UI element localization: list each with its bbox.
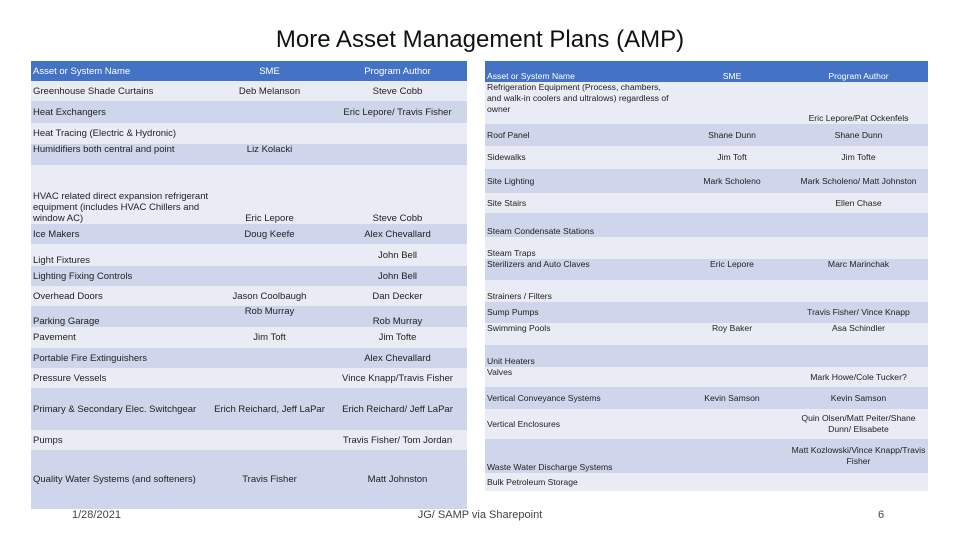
cell-author: Jim Tofte [789, 146, 928, 169]
cell-author: Alex Chevallard [328, 348, 467, 368]
cell-sme [211, 244, 328, 266]
cell-asset: Heat Exchangers [31, 101, 211, 123]
cell-author: Rob Murray [328, 306, 467, 327]
cell-asset: Steam Condensate Stations [485, 213, 675, 237]
cell-author: Steve Cobb [328, 81, 467, 101]
cell-asset: Primary & Secondary Elec. Switchgear [31, 388, 211, 430]
cell-sme [675, 409, 789, 439]
right-asset-table [485, 61, 928, 491]
cell-asset: Overhead Doors [31, 286, 211, 306]
cell-author: Shane Dunn [789, 124, 928, 146]
table-row [485, 169, 928, 193]
cell-author: Ellen Chase [789, 193, 928, 213]
cell-author: Mark Howe/Cole Tucker? [789, 367, 928, 387]
table-row [31, 430, 467, 450]
cell-asset: Pressure Vessels [31, 368, 211, 388]
cell-sme [675, 237, 789, 259]
cell-asset: Refrigeration Equipment (Process, chambers, and walk-in coolers and ultralows) regardless of owner [485, 82, 675, 124]
cell-sme [675, 367, 789, 387]
cell-asset: Vertical Conveyance Systems [485, 387, 675, 409]
cell-asset: HVAC related direct expansion refrigerant equipment (includes HVAC Chillers and window AC) [31, 165, 211, 224]
cell-sme [675, 345, 789, 367]
cell-sme: Deb Melanson [211, 81, 328, 101]
table-row [485, 280, 928, 302]
cell-author: Matt Kozlowski/Vince Knapp/Travis Fisher [789, 439, 928, 473]
cell-author: Asa Schindler [789, 323, 928, 345]
cell-author [328, 144, 467, 165]
table-row [31, 101, 467, 123]
table-row [485, 323, 928, 345]
cell-asset: Ice Makers [31, 224, 211, 244]
table-row [485, 213, 928, 237]
cell-sme: Jason Coolbaugh [211, 286, 328, 306]
cell-author: Dan Decker [328, 286, 467, 306]
cell-sme [675, 193, 789, 213]
table-row [485, 367, 928, 387]
cell-sme [211, 348, 328, 368]
cell-author: Marc Marinchak [789, 259, 928, 280]
cell-asset: Heat Tracing (Electric & Hydronic) [31, 123, 211, 144]
cell-asset: Site Lighting [485, 169, 675, 193]
cell-sme: Rob Murray [211, 306, 328, 327]
cell-author: Vince Knapp/Travis Fisher [328, 368, 467, 388]
header-author: Program Author [328, 61, 467, 81]
cell-asset: Valves [485, 367, 675, 387]
cell-sme [211, 430, 328, 450]
cell-author: Jim Tofte [328, 327, 467, 348]
table-row [31, 81, 467, 101]
cell-sme: Liz Kolacki [211, 144, 328, 165]
table-row [31, 244, 467, 266]
cell-author [789, 237, 928, 259]
table-row [485, 193, 928, 213]
table-row [31, 388, 467, 430]
cell-author: John Bell [328, 266, 467, 286]
cell-sme: Shane Dunn [675, 124, 789, 146]
table-row [485, 302, 928, 323]
cell-asset: Strainers / Filters [485, 280, 675, 302]
cell-author [789, 345, 928, 367]
table-row [31, 306, 467, 327]
table-row [485, 259, 928, 280]
cell-sme: Eric Lepore [675, 259, 789, 280]
footer-date: 1/28/2021 [72, 509, 121, 521]
table-header-row [31, 61, 467, 81]
cell-author: John Bell [328, 244, 467, 266]
table-row [485, 473, 928, 491]
page-number: 6 [878, 509, 885, 521]
cell-author: Mark Scholeno/ Matt Johnston [789, 169, 928, 193]
cell-author: Erich Reichard/ Jeff LaPar [328, 388, 467, 430]
cell-sme [675, 82, 789, 124]
left-asset-table [31, 61, 467, 509]
cell-asset: Roof Panel [485, 124, 675, 146]
cell-sme: Mark Scholeno [675, 169, 789, 193]
table-row [31, 286, 467, 306]
cell-asset: Quality Water Systems (and softeners) [31, 450, 211, 509]
cell-asset: Site Stairs [485, 193, 675, 213]
table-row [31, 368, 467, 388]
cell-asset: Sidewalks [485, 146, 675, 169]
cell-asset: Swimming Pools [485, 323, 675, 345]
table-row [485, 345, 928, 367]
cell-asset: Waste Water Discharge Systems [485, 439, 675, 473]
header-asset: Asset or System Name [485, 61, 675, 82]
table-row [485, 409, 928, 439]
table-row [485, 387, 928, 409]
cell-author: Steve Cobb [328, 165, 467, 224]
table-row [485, 146, 928, 169]
table-row [485, 124, 928, 146]
table-row [31, 327, 467, 348]
cell-sme [675, 302, 789, 323]
table-row [31, 266, 467, 286]
cell-sme: Roy Baker [675, 323, 789, 345]
cell-sme: Jim Toft [675, 146, 789, 169]
cell-author [789, 213, 928, 237]
cell-sme: Jim Toft [211, 327, 328, 348]
table-row [31, 450, 467, 509]
table-row [31, 348, 467, 368]
slide-title: More Asset Management Plans (AMP) [275, 26, 685, 53]
cell-asset: Lighting Fixing Controls [31, 266, 211, 286]
cell-sme: Eric Lepore [211, 165, 328, 224]
cell-author [789, 280, 928, 302]
header-sme: SME [675, 61, 789, 82]
cell-author: Matt Johnston [328, 450, 467, 509]
cell-sme [211, 101, 328, 123]
cell-author: Alex Chevallard [328, 224, 467, 244]
footer-source: JG/ SAMP via Sharepoint [417, 509, 543, 521]
cell-author: Eric Lepore/Pat Ockenfels [789, 82, 928, 124]
table-row [485, 439, 928, 473]
cell-sme [675, 439, 789, 473]
table-row [485, 237, 928, 259]
cell-asset: Unit Heaters [485, 345, 675, 367]
cell-asset: Sterilizers and Auto Claves [485, 259, 675, 280]
cell-asset: Sump Pumps [485, 302, 675, 323]
cell-sme: Travis Fisher [211, 450, 328, 509]
cell-author: Travis Fisher/ Vince Knapp [789, 302, 928, 323]
cell-sme: Erich Reichard, Jeff LaPar [211, 388, 328, 430]
cell-sme [675, 473, 789, 491]
cell-asset: Light Fixtures [31, 244, 211, 266]
cell-asset: Greenhouse Shade Curtains [31, 81, 211, 101]
header-author: Program Author [789, 61, 928, 82]
cell-sme [675, 213, 789, 237]
cell-sme [211, 266, 328, 286]
table-row [31, 144, 467, 165]
cell-author: Eric Lepore/ Travis Fisher [328, 101, 467, 123]
cell-author: Quin Olsen/Matt Peiter/Shane Dunn/ Elisabete [789, 409, 928, 439]
cell-asset: Pavement [31, 327, 211, 348]
cell-asset: Pumps [31, 430, 211, 450]
cell-sme [211, 368, 328, 388]
header-asset: Asset or System Name [31, 61, 211, 81]
cell-sme: Doug Keefe [211, 224, 328, 244]
cell-asset: Vertical Enclosures [485, 409, 675, 439]
cell-author: Travis Fisher/ Tom Jordan [328, 430, 467, 450]
cell-asset: Steam Traps [485, 237, 675, 259]
cell-sme [211, 123, 328, 144]
cell-asset: Portable Fire Extinguishers [31, 348, 211, 368]
cell-author [328, 123, 467, 144]
table-header-row [485, 61, 928, 82]
table-row [485, 82, 928, 124]
table-row [31, 123, 467, 144]
cell-author: Kevin Samson [789, 387, 928, 409]
cell-asset: Bulk Petroleum Storage [485, 473, 675, 491]
cell-asset: Parking Garage [31, 306, 211, 327]
cell-sme [675, 280, 789, 302]
table-row [31, 165, 467, 224]
cell-author [789, 473, 928, 491]
header-sme: SME [211, 61, 328, 81]
table-row [31, 224, 467, 244]
cell-asset: Humidifiers both central and point [31, 144, 211, 165]
cell-sme: Kevin Samson [675, 387, 789, 409]
